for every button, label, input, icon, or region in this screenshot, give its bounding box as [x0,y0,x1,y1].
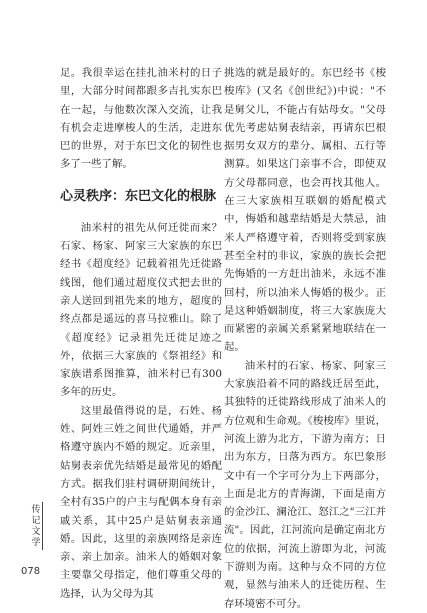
side-tab-label: 传记文学 [29,504,40,548]
intro-paragraph: 足。我很幸运在挂扎油米村的日子里，大部分时间都跟多吉扎实东巴在一起，与他数次深入交流，让我有机会走进摩梭人的生活，走进东巴的世界，对于东巴文化的韧性也多了一些了解。 [60,67,222,171]
section-side-tab [28,502,43,550]
right-column [224,64,386,613]
page-number: 078 [21,566,41,577]
left-column [60,64,222,603]
section-heading: 心灵秩序：东巴文化的根脉 [60,188,217,204]
body-paragraph: 油米村的祖先从何迁徙而来？石家、杨家、阿家三大家族的东巴经书《超度经》记载着祖先迁徙路线图，他们通过超度仪式把去世的亲人送回到祖先来的地方，超度的终点都是遥远的喜马拉雅山。除了《超度经》记录祖先迁徙足迹之外，依据三大家族的《祭祖经》和家族谱系图推算，油米村已有300多年的历史。 [60,221,222,399]
body-paragraph: 挑选的就是最好的。东巴经书《梭梭库》(又名《创世纪》)中说："不是舅父儿，不能占有姑母女。"父母优先考虑姑舅表结亲，再请东巴根据男女双方的辈分、属相、五行等测算。如果这门亲事不合，即使双方父母都同意，也会再找其他人。在三大家族相互联姻的婚配模式中，悔婚和越辈结婚是大禁忌，油米人严格遵守着，否则将受到家族甚至全村的非议，家族的族长会把先悔婚的一方赶出油米，永远不准回村，所以油米人悔婚的极少。正是这种婚姻制度，将三大家族庞大而紧密的亲属关系紧紧地联结在一起。 [224,67,386,354]
body-paragraph: 这里最值得说的是，石姓、杨姓、阿姓三姓之间世代通婚，并严格遵守族内不婚的规定。近亲里，姑舅表亲优先结婚是最常见的婚配方式。据我们驻村调研期间统计，全村有35户的户主与配偶本身有亲戚关系，其中25户是姑舅表亲通婚。因此，这里的亲族网络是亲连亲、亲上加亲。油米人的婚姻对象主要靠父母指定，他们尊重父母的选择，认为父母为其 [60,404,222,600]
body-paragraph: 油米村的石家、杨家、阿家三大家族沿着不同的路线迁居至此，其独特的迁徙路线形成了油米人的方位观和生命观。《梭梭库》里说，河流上游为北方，下游为南方；日出为东方，日落为西方。东巴象形文中有一个字可分为上下两部分，上面是北方的青海湖，下面是南方的金沙江、澜沧江、怒江之"三江并流"。因此，江河流向是确定南北方位的依据，河流上游即为北，河流下游则为南。这种与众不同的方位观，显然与油米人的迁徙历程、生存环境密不可分。 [224,359,386,610]
